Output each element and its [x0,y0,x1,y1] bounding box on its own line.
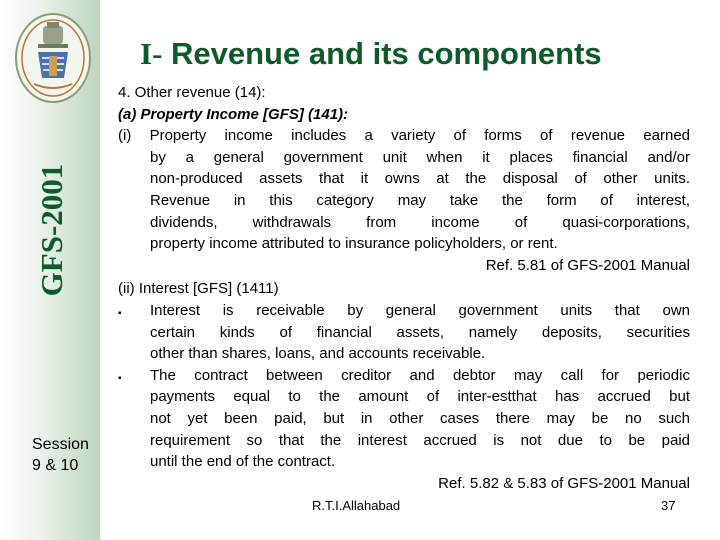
bullet-line: Interest is receivable by general government units that own [150,301,690,319]
paragraph-property-income [118,125,690,255]
bullet-line: certain kinds of financial assets, namely deposits, securities [150,323,690,341]
list-item [118,300,690,365]
session-number: 9 & 10 [32,457,79,474]
slide-body [118,82,690,494]
title-text: Revenue and its components [171,36,602,71]
vertical-series-title: GFS-2001 [34,163,69,297]
square-bullet-icon: ▪ [118,372,122,384]
subsection-property-income: (a) Property Income [GFS] (141): [118,105,349,123]
session-label [32,434,89,476]
session-line: Session [32,436,89,453]
sidebar [0,0,100,540]
reference-note: Ref. 5.81 of GFS-2001 Manual [485,256,690,274]
square-bullet-icon: ▪ [118,307,122,319]
page-title [140,36,602,72]
page-number: 37 [661,498,676,513]
footer-organization: R.T.I.Allahabad [312,498,401,513]
paragraph-line: by a general government unit when it places financial and/or [150,148,690,166]
bullet-line: The contract between creditor and debtor may call for periodic [150,366,690,384]
paragraph-line: non-produced assets that it owns at the disposal of other units. [150,170,690,188]
paragraph-line: dividends, withdrawals from income of quasi-corporations, [150,213,690,231]
bullet-line: payments equal to the amount of inter-estthat has accrued but [150,388,690,406]
bullet-line: not yet been paid, but in other cases there may be no such [150,409,690,427]
reference-note: Ref. 5.82 & 5.83 of GFS-2001 Manual [438,474,690,492]
title-roman-numeral: I- [140,36,163,71]
section-heading: 4. Other revenue (14): [118,84,266,101]
paragraph-line: (i) Property income includes a variety of forms of revenue earned [118,127,690,145]
bullet-line: requirement so that the interest accrued is not due to be paid [150,431,690,449]
list-item [118,365,690,473]
bullet-line: other than shares, loans, and accounts receivable. [150,345,486,363]
paragraph-line: Revenue in this category may take the form of interest, [150,191,690,209]
india-audit-emblem-icon [14,12,92,104]
bullet-line: until the end of the contract. [150,453,336,471]
subsection-interest: (ii) Interest [GFS] (1411) [118,280,279,298]
paragraph-line: property income attributed to insurance policyholders, or rent. [150,235,558,253]
